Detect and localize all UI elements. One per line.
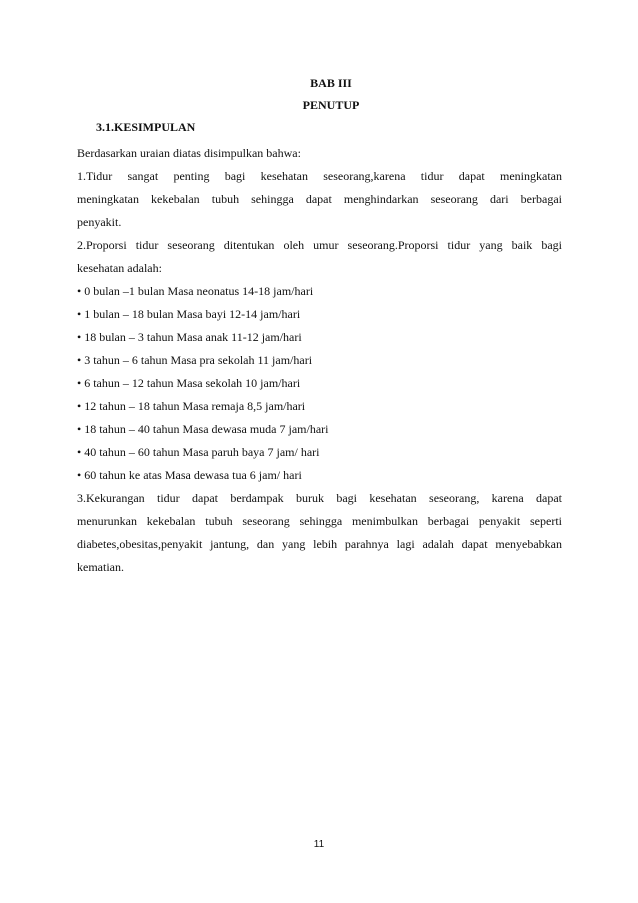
text-line: kematian. [77, 560, 124, 574]
text-line: meningkatan kekebalan tubuh sehingga dapat menghindarkan seseorang dari berbagai [77, 192, 562, 206]
body-text [77, 142, 562, 579]
section-heading: 3.1.KESIMPULAN [96, 120, 196, 134]
text-line: penyakit. [77, 215, 122, 229]
text-line: • 1 bulan – 18 bulan Masa bayi 12-14 jam/hari [77, 307, 301, 321]
text-line: • 12 tahun – 18 tahun Masa remaja 8,5 jam/hari [77, 399, 306, 413]
text-line: • 18 tahun – 40 tahun Masa dewasa muda 7 jam/hari [77, 422, 329, 436]
text-line: • 3 tahun – 6 tahun Masa pra sekolah 11 jam/hari [77, 353, 313, 367]
text-line: 2.Proporsi tidur seseorang ditentukan oleh umur seseorang.Proporsi tidur yang baik bagi [77, 238, 562, 252]
text-line: kesehatan adalah: [77, 261, 162, 275]
text-line: • 18 bulan – 3 tahun Masa anak 11-12 jam/hari [77, 330, 302, 344]
text-line: • 6 tahun – 12 tahun Masa sekolah 10 jam/hari [77, 376, 301, 390]
text-line: diabetes,obesitas,penyakit jantung, dan yang lebih parahnya lagi adalah dapat menyebabkan [77, 537, 562, 551]
chapter-title: PENUTUP [302, 98, 360, 112]
text-line: • 0 bulan –1 bulan Masa neonatus 14-18 jam/hari [77, 284, 314, 298]
text-line: 1.Tidur sangat penting bagi kesehatan seseorang,karena tidur dapat meningkatan [77, 169, 562, 183]
page-number: 11 [313, 839, 325, 850]
text-line: Berdasarkan uraian diatas disimpulkan bahwa: [77, 146, 301, 160]
text-line: menurunkan kekebalan tubuh seseorang sehingga menimbulkan berbagai penyakit seperti [77, 514, 562, 528]
text-line: 3.Kekurangan tidur dapat berdampak buruk bagi kesehatan seseorang, karena dapat [77, 491, 562, 505]
text-line: • 40 tahun – 60 tahun Masa paruh baya 7 jam/ hari [77, 445, 320, 459]
text-line: • 60 tahun ke atas Masa dewasa tua 6 jam/ hari [77, 468, 302, 482]
chapter-heading: BAB III [310, 76, 352, 90]
